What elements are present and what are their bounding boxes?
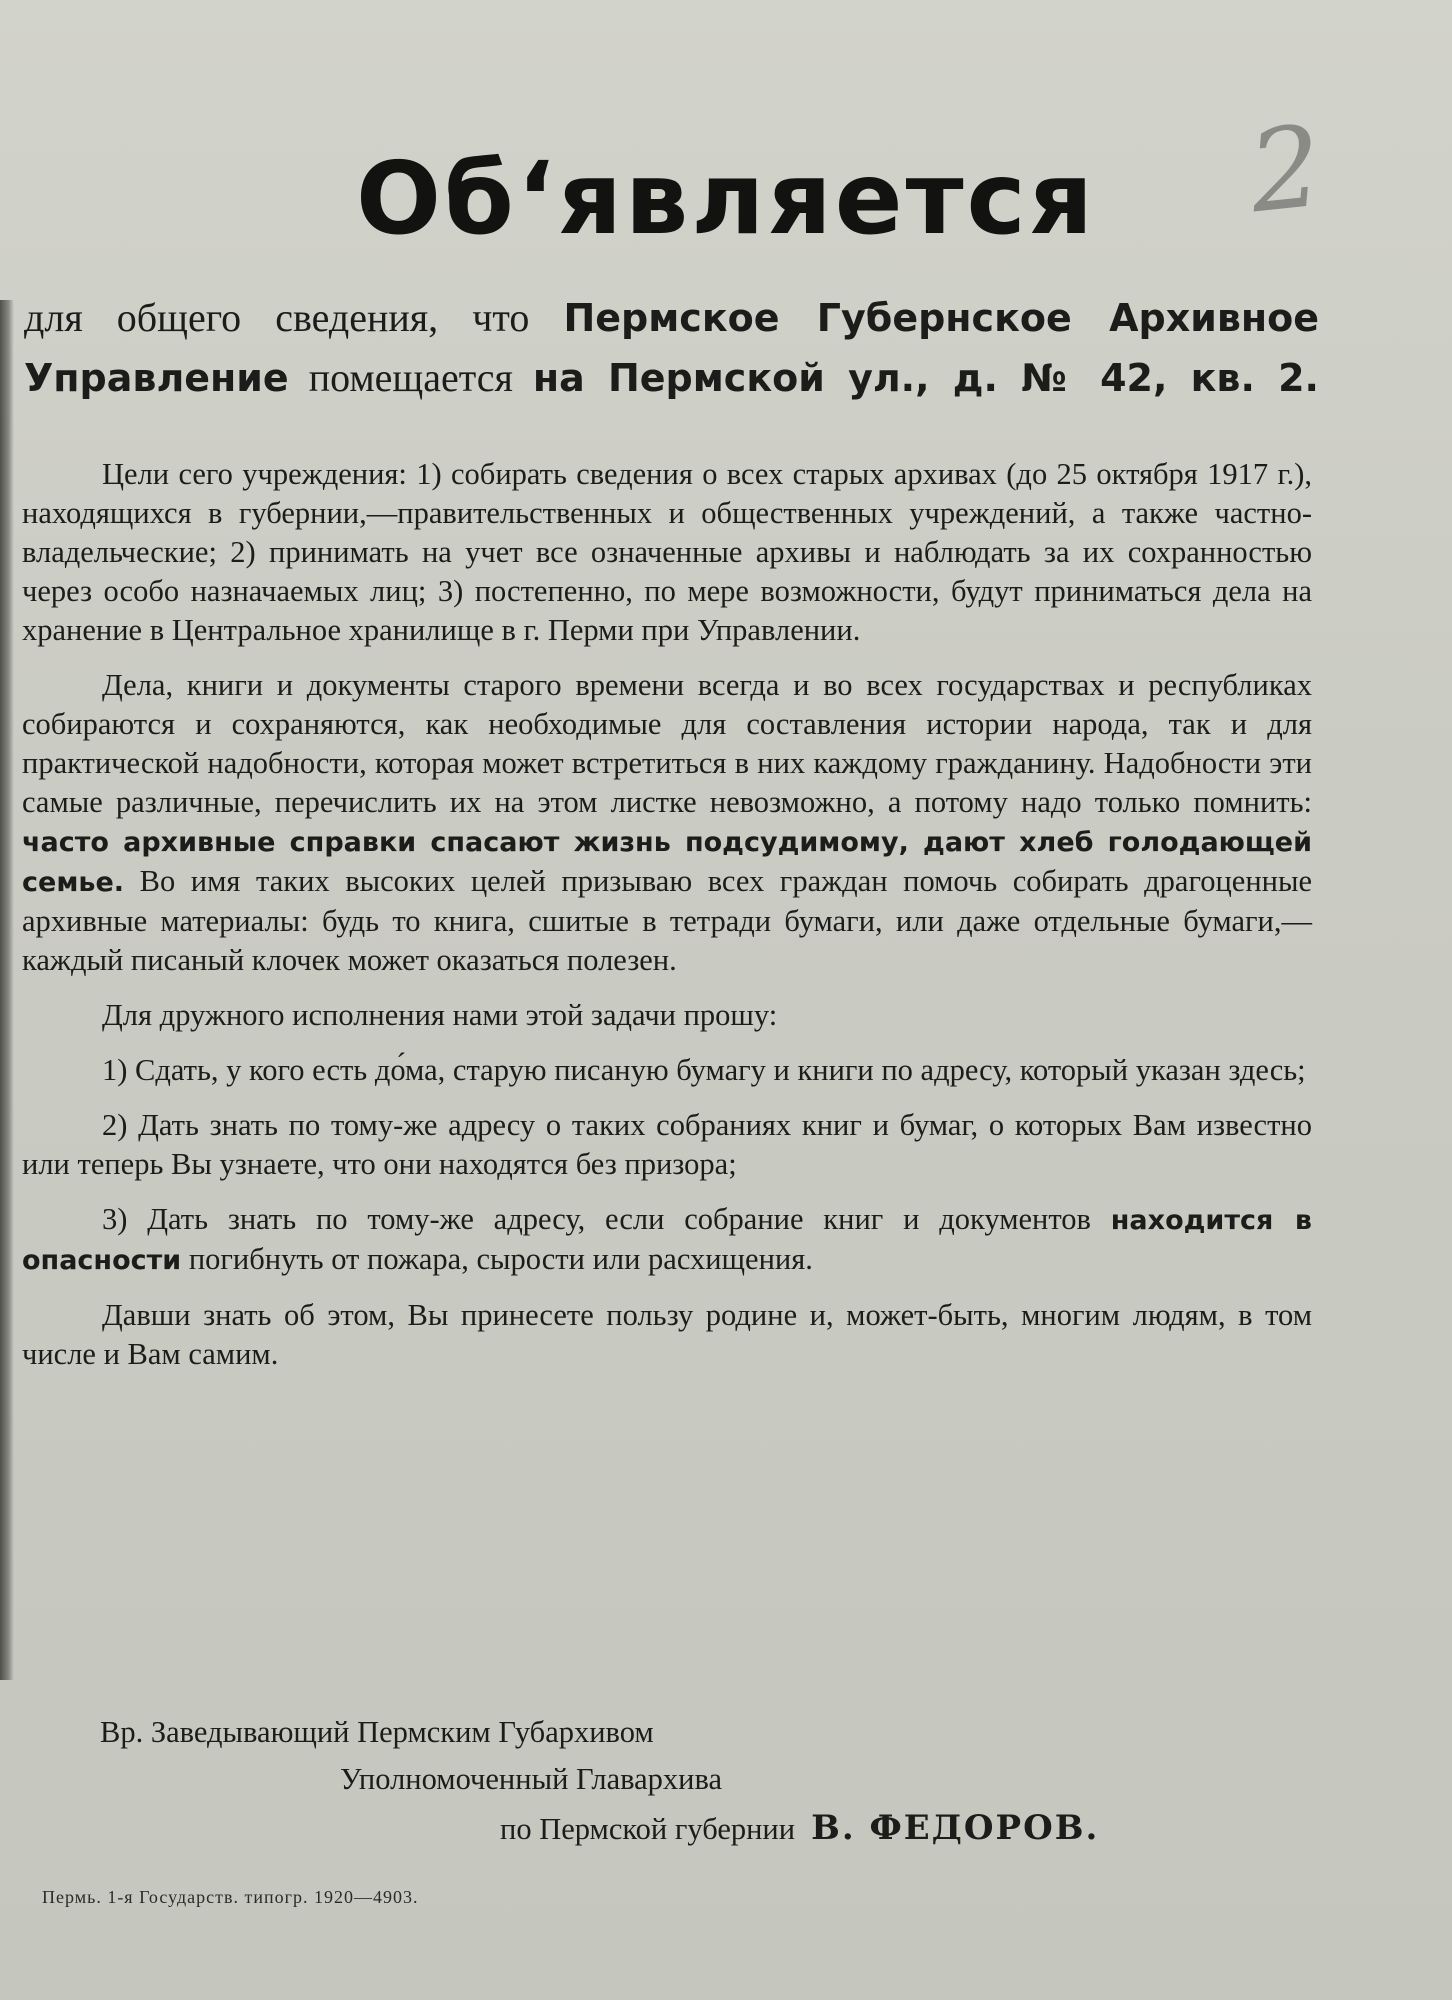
item3-start: 3) Дать знать по тому-же адресу, если собрание книг и документов [102, 1202, 1091, 1236]
poster-body [22, 455, 1312, 1374]
importance-emphasis: часто архивные справки спасают жизнь подсудимому, дают хлеб голодающей семье. [22, 827, 1312, 898]
signature-line-1: Вр. Заведывающий Пермским Губархивом [100, 1715, 654, 1749]
request-item-1: 1) Сдать, у кого есть до́ма, старую писаную бумагу и книги по адресу, который указан здесь; [102, 1053, 1306, 1087]
importance-end: Во имя таких высоких целей призываю всех граждан помочь собирать драгоценные архивные материалы: будь то книга, сшитые в тетради бумаги, или даже отдельные бумаги,—каждый писаный клочек может оказаться полезен. [22, 864, 1312, 977]
paragraph-goals: Цели сего учреждения: 1) собирать сведения о всех старых архивах (до 25 октября 1917 г.), находящихся в губернии,—правительственных и общественных учреждений, а также частно-владельческие; 2) принимать на учет все означенные архивы и наблюдать за их сохранностью через особо назначаемых лиц; 3) постепенно, по мере возможности, будут приниматься дела на хранение в Центральное хранилище в г. Перми при Управлении. [22, 457, 1312, 647]
signature-line-3 [500, 1808, 1099, 1848]
poster-title: Об‘является [355, 140, 1097, 257]
paragraph-request: Для дружного исполнения нами этой задачи прошу: [102, 998, 778, 1032]
request-item-3 [22, 1200, 1312, 1280]
intro-prefix: для общего сведения, что [24, 295, 530, 340]
signature-region: по Пермской губернии [500, 1812, 796, 1846]
pencil-page-number: 2 [1243, 101, 1328, 239]
paragraph-importance [22, 666, 1312, 980]
intro-address: на Пермской ул., д. № 42, кв. 2. [532, 356, 1319, 400]
signatory-name: В. ФЕДОРОВ. [811, 1808, 1100, 1848]
signature-line-2: Уполномоченный Главархива [340, 1762, 723, 1796]
item3-end: погибнуть от пожара, сырости или расхищения. [188, 1242, 813, 1276]
printer-imprint: Пермь. 1-я Государств. типогр. 1920—4903. [42, 1887, 419, 1907]
paragraph-closing: Давши знать об этом, Вы принесете пользу родине и, может-быть, многим людям, в том числе и Вам самим. [22, 1298, 1312, 1371]
page-binding-edge [0, 300, 14, 1680]
intro-verb: помещается [308, 355, 513, 400]
intro-institution: Пермское Губернское Архивное Управление [24, 296, 1320, 400]
importance-start: Дела, книги и документы старого времени всегда и во всех государствах и республиках собираются и сохраняются, как необходимые для составления истории народа, так и для практической надобности, которая может встретиться в них каждому гражданину. Надобности эти самые различные, перечислить их на этом листке невозможно, а потому надо только помнить: [22, 668, 1312, 819]
intro-announcement [24, 288, 1319, 408]
item3-emphasis: находится в опасности [22, 1205, 1313, 1276]
intro-line-1 [24, 288, 1319, 408]
request-item-2: 2) Дать знать по тому-же адресу о таких собраниях книг и бумаг, о которых Вам известно или теперь Вы узнаете, что они находятся без призора; [22, 1108, 1312, 1181]
